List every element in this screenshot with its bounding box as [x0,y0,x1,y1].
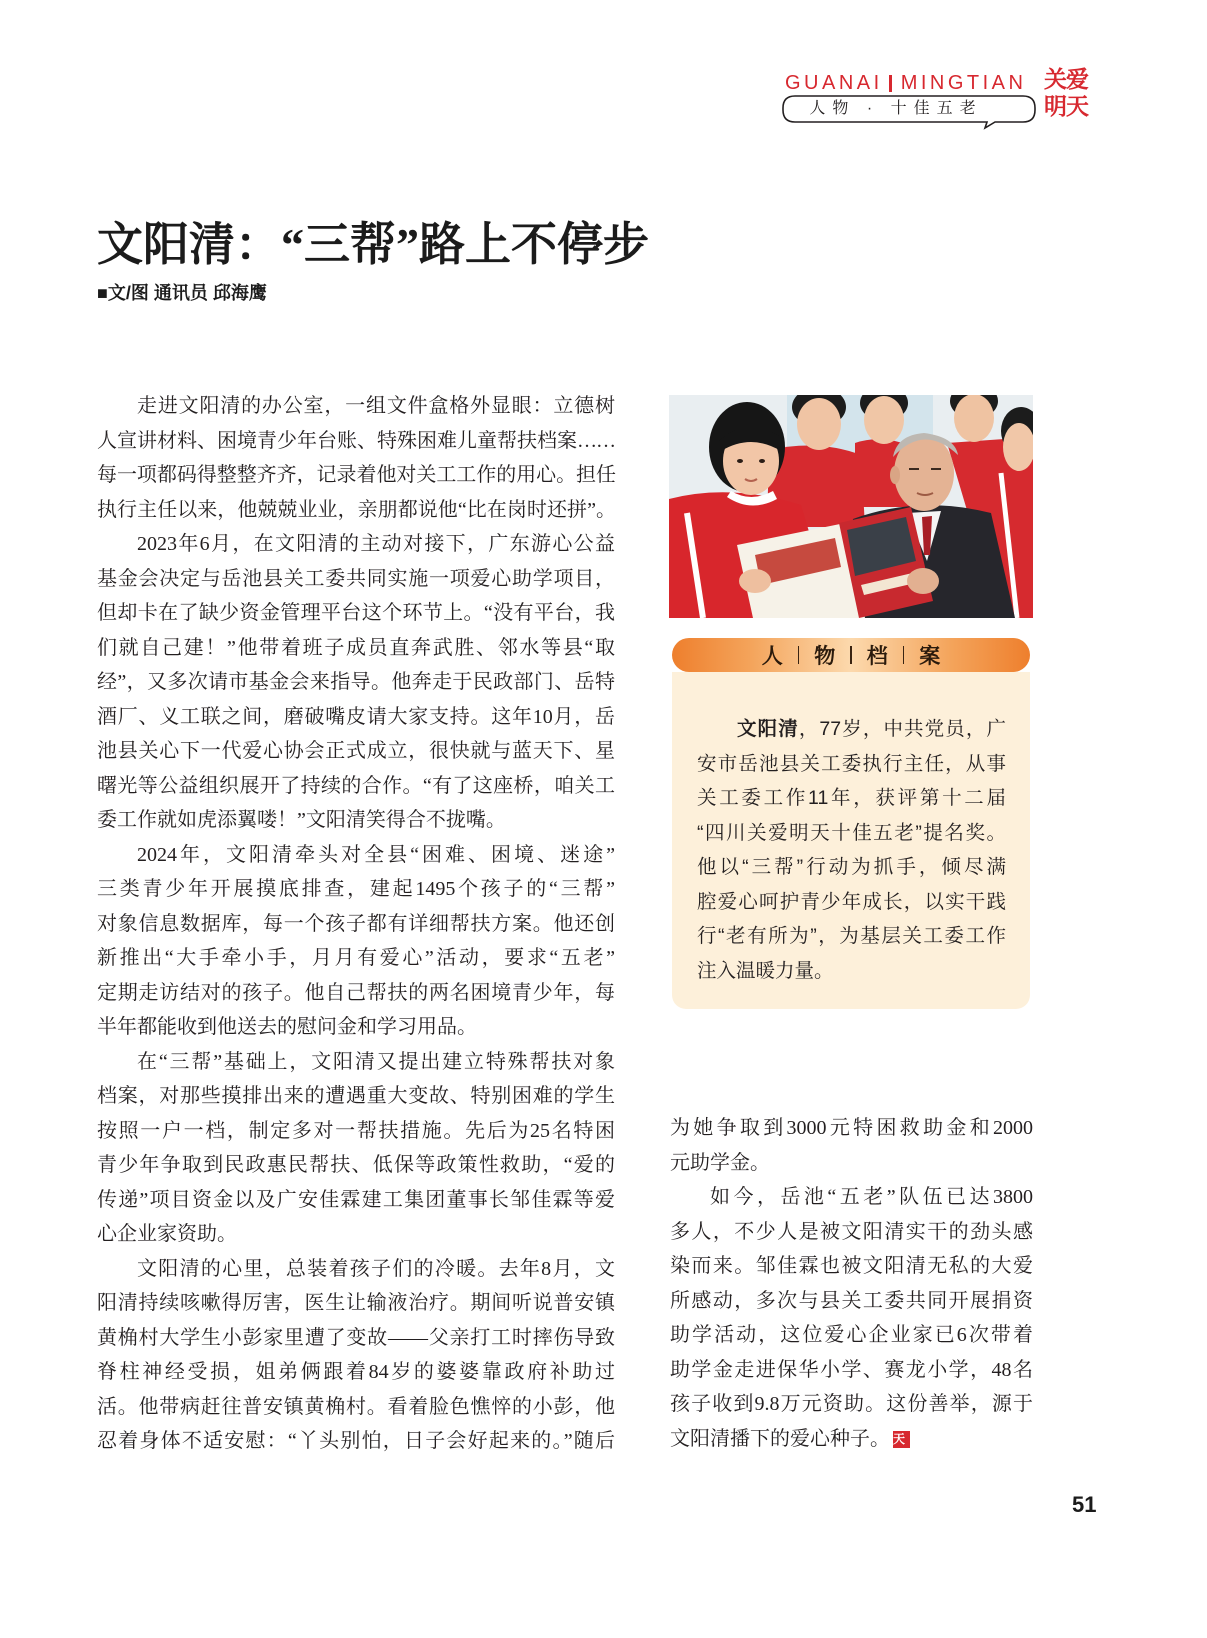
paragraph-line: 传递”项目资金以及广安佳霖建工集团董事长邹佳霖等爱 [97,1188,615,1211]
paragraph-line: 2024年，文阳清牵头对全县“困难、困境、迷途” [137,843,615,866]
paragraph-line: 阳清持续咳嗽得厉害，医生让输液治疗。期间听说普安镇 [97,1292,615,1314]
profile-text [697,712,1006,988]
paragraph-line [670,1422,1033,1457]
logo-line-1: 关爱 [1044,66,1088,92]
profile-heading-char: 人 [761,645,783,668]
logo-line-2: 明天 [1044,93,1088,119]
profile-line: 安市岳池县关工委执行主任，从事 [697,752,1006,775]
paragraph-line: 染而来。邹佳霖也被文阳清无私的大爱 [670,1255,1033,1277]
brand-left-text: GUANAI [785,72,883,94]
paragraph-line: 元助学金。 [670,1151,770,1174]
paragraph-line: 酒厂、义工联之间，磨破嘴皮请大家支持。这年10月，岳 [97,705,615,728]
paragraph-line: 定期走访结对的孩子。他自己帮扶的两名困境青少年，每 [97,981,615,1004]
paragraph-line: 半年都能收到他送去的慰问金和学习用品。 [97,1016,477,1038]
paragraph-line: 文阳清的心里，总装着孩子们的冷暖。去年8月，文 [137,1257,615,1280]
paragraph-line: 走进文阳清的办公室，一组文件盒格外显眼：立德树 [137,395,615,417]
paragraph-line-text: 文阳清播下的爱心种子。 [670,1427,890,1450]
paragraph-line: 执行主任以来，他兢兢业业，亲朋都说他“比在岗时还拼”。 [97,498,615,521]
paragraph-line: 如今，岳池“五老”队伍已达3800 [710,1186,1033,1208]
paragraph-line: 但却卡在了缺少资金管理平台这个环节上。“没有平台，我 [97,602,615,624]
paragraph-line: 曙光等公益组织展开了持续的合作。“有了这座桥，咱关工 [97,774,615,797]
paragraph-line: 在“三帮”基础上，文阳清又提出建立特殊帮扶对象 [137,1050,615,1073]
profile-line: “四川关爱明天十佳五老”提名奖。 [697,821,1006,844]
profile-line-text: ，77岁，中共党员，广 [798,718,1006,740]
right-text-column [670,1111,1033,1456]
paragraph-line: 2023年6月，在文阳清的主动对接下，广东游心公益 [137,533,615,555]
paragraph-line: 经”，又多次请市基金会来指导。他奔走于民政部门、岳特 [97,671,615,693]
paragraph-line: 所感动，多次与县关工委共同开展捐资 [670,1289,1033,1312]
column-brand [785,70,1026,96]
heading-divider [850,646,852,664]
end-of-article-mark: 天 [893,1431,910,1448]
paragraph-line: 为她争取到3000元特困救助金和2000 [670,1117,1033,1139]
profile-heading-char: 案 [919,645,941,668]
paragraph-line: 黄桷村大学生小彭家里遭了变故——父亲打工时摔伤导致 [97,1326,615,1349]
profile-line: 行“老有所为”，为基层关工委工作 [697,925,1006,947]
paragraph-line: 们就自己建！”他带着班子成员直奔武胜、邻水等县“取 [97,636,615,659]
article-photo [669,395,1033,618]
page-number: 51 [1072,1492,1097,1517]
paragraph-line: 助学活动，这位爱心企业家已6次带着 [670,1324,1033,1346]
article-title: 文阳清：“三帮”路上不停步 [97,219,649,270]
column-label: 人物 · 十佳五老 [809,100,983,117]
article-byline: ■文/图 通讯员 邱海鹰 [97,283,267,303]
profile-heading-banner [672,638,1030,672]
brand-divider [889,75,892,92]
profile-heading-char: 档 [866,645,888,668]
left-text-column [97,389,615,1459]
paragraph-line: 心企业家资助。 [97,1223,237,1245]
profile-line [697,712,1006,747]
paragraph-line: 对象信息数据库，每一个孩子都有详细帮扶方案。他还创 [97,912,615,935]
paragraph-line: 助学金走进保华小学、赛龙小学，48名 [670,1358,1033,1381]
guanai-mingtian-logo [1044,66,1096,120]
paragraph-line: 孩子收到9.8万元资助。这份善举，源于 [670,1393,1033,1415]
profile-line: 他以“三帮”行动为抓手，倾尽满 [697,856,1006,878]
paragraph-line: 委工作就如虎添翼喽！”文阳清笑得合不拢嘴。 [97,809,506,831]
heading-divider [798,646,800,664]
paragraph-line: 活。他带病赶往普安镇黄桷村。看着脸色憔悴的小彭，他 [97,1395,615,1418]
profile-name: 文阳清 [737,718,799,740]
paragraph-line: 新推出“大手牵小手，月月有爱心”活动，要求“五老” [97,947,615,969]
paragraph-line: 基金会决定与岳池县关工委共同实施一项爱心助学项目， [97,567,615,590]
heading-divider [903,646,905,664]
paragraph-line: 三类青少年开展摸底排查，建起1495个孩子的“三帮” [97,878,615,900]
paragraph-line: 忍着身体不适安慰：“丫头别怕，日子会好起来的。”随后 [97,1430,615,1452]
paragraph-line: 池县关心下一代爱心协会正式成立，很快就与蓝天下、星 [97,740,615,762]
profile-line: 注入温暖力量。 [697,959,834,982]
paragraph-line: 多人，不少人是被文阳清实干的劲头感 [670,1220,1033,1243]
profile-line: 腔爱心呵护青少年成长，以实干践 [697,890,1006,913]
paragraph-line: 每一项都码得整整齐齐，记录着他对关工工作的用心。担任 [97,464,615,486]
paragraph-line: 青少年争取到民政惠民帮扶、低保等政策性救助，“爱的 [97,1154,615,1176]
brand-right-text: MINGTIAN [900,72,1027,94]
paragraph-line: 档案，对那些摸排出来的遭遇重大变故、特别困难的学生 [97,1085,615,1107]
paragraph-line: 脊柱神经受损，姐弟俩跟着84岁的婆婆靠政府补助过 [97,1361,615,1383]
paragraph-line: 按照一户一档，制定多对一帮扶措施。先后为25名特困 [97,1119,615,1142]
paragraph-line: 人宣讲材料、困境青少年台账、特殊困难儿童帮扶档案…… [97,429,615,452]
profile-heading-char: 物 [814,645,836,668]
profile-line: 关工委工作11年，获评第十二届 [697,787,1006,809]
